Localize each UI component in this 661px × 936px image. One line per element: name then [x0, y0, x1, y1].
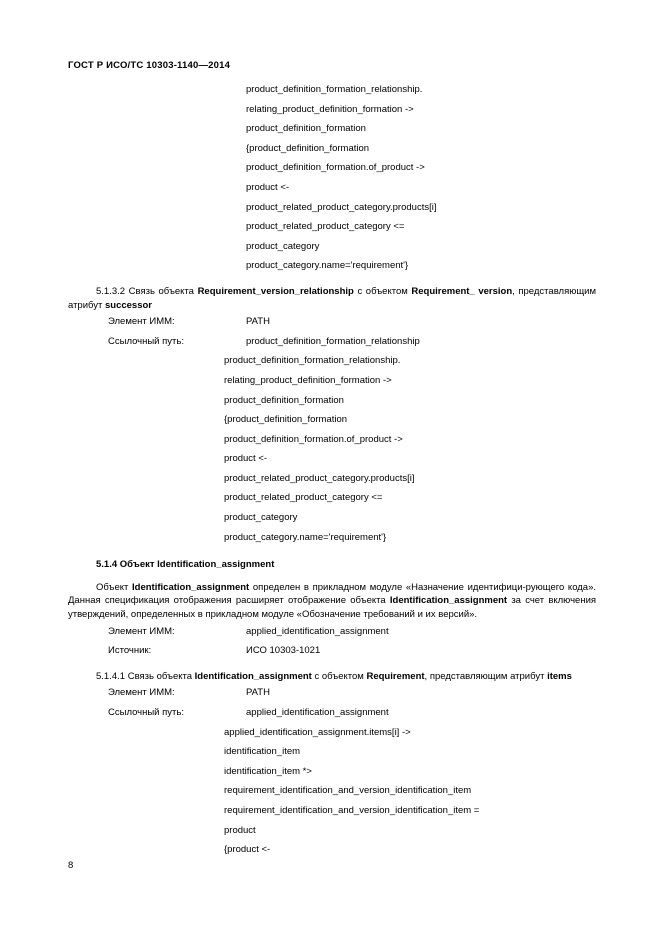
code-line: applied_identification_assignment.items[i] -> [224, 726, 411, 738]
section-5-1-4-heading [68, 558, 596, 572]
reference-path-value: applied_identification_assignment [246, 707, 389, 718]
section-text-after: , представляющим атрибут [68, 285, 596, 311]
section-attribute-name: items [547, 670, 572, 682]
code-line: product_category.name='requirement'} [246, 260, 409, 272]
code-line: product_definition_formation.of_product -> [224, 433, 403, 445]
page-header: ГОСТ Р ИСО/ТС 10303-1140—2014 [68, 60, 231, 71]
section-text-mid: с объектом [357, 285, 408, 297]
page-number: 8 [68, 860, 74, 871]
code-line: product_category.name='requirement'} [224, 531, 387, 543]
body-object-name-2: Identification_assignment [389, 595, 508, 607]
code-line: product_category [246, 240, 320, 252]
imm-element-label: Элемент ИММ: [108, 316, 175, 328]
imm-element-row-5141 [108, 683, 596, 703]
reference-path-label: Ссылочный путь: [108, 707, 184, 718]
code-line: product <- [246, 181, 290, 193]
page-content [68, 80, 596, 860]
code-line: product_definition_formation [246, 123, 366, 135]
section-object-name-2: Requirement_ version [411, 285, 513, 297]
code-block-5132 [68, 351, 596, 547]
body-object-name-1: Identification_assignment [132, 581, 250, 593]
code-line: product_related_product_category <= [246, 221, 405, 233]
code-line: {product_definition_formation [246, 142, 370, 154]
code-line: product_related_product_category.products[i] [224, 472, 415, 484]
code-block-continuation [68, 80, 596, 276]
code-line: product_related_product_category.products[i] [246, 201, 437, 213]
code-line: product <- [224, 453, 268, 465]
section-object-name-2: Requirement [366, 670, 425, 682]
code-line: product [224, 824, 256, 836]
source-label: Источник: [108, 645, 152, 657]
section-object-name-1: Requirement_version_relationship [197, 285, 354, 297]
source-value: ИСО 10303-1021 [246, 645, 321, 657]
code-line: requirement_identification_and_version_identification_item [224, 785, 472, 797]
section-number: 5.1.3.2 [96, 285, 126, 297]
reference-path-label: Ссылочный путь: [108, 335, 184, 347]
imm-element-value: PATH [246, 687, 270, 699]
imm-element-value: PATH [246, 316, 270, 328]
section-text: Связь объекта [127, 670, 193, 682]
code-line: relating_product_definition_formation -> [246, 103, 414, 115]
reference-path-row-5132 [108, 332, 596, 352]
code-line: {product <- [224, 844, 271, 856]
body-text-1: Объект [96, 581, 129, 593]
code-line: product_related_product_category <= [224, 492, 383, 504]
section-text-mid: с объектом [314, 670, 364, 682]
code-line: identification_item [224, 746, 301, 758]
code-line: {product_definition_formation [224, 414, 348, 426]
code-line: product_definition_formation_relationship. [224, 355, 401, 367]
code-line: product_definition_formation_relationship. [246, 84, 423, 95]
section-heading-text: Объект Identification_assignment [119, 559, 275, 571]
section-text-after: , представляющим атрибут [424, 670, 545, 682]
body-text-3: за счет включения утверждений, определенных в прикладном модуле «Обозначение требований и их версий». [68, 595, 597, 621]
imm-element-label: Элемент ИММ: [108, 687, 175, 699]
imm-element-row-514 [108, 622, 596, 642]
imm-element-row-5132 [108, 312, 596, 332]
code-line: product_category [224, 512, 298, 524]
reference-path-row-5141 [108, 703, 596, 723]
section-number: 5.1.4.1 [96, 670, 126, 682]
source-row-514 [108, 641, 596, 661]
code-line: product_definition_formation [224, 394, 344, 406]
section-5-1-4-1-paragraph [68, 670, 596, 684]
body-text-2: определен в прикладном модуле «Назначение идентифици-рующего кода». Данная спецификация отображения расширяет отображение объекта [68, 581, 597, 607]
code-line: product_definition_formation.of_product -> [246, 162, 425, 174]
section-attribute-name: successor [105, 299, 153, 311]
code-line: relating_product_definition_formation -> [224, 374, 392, 386]
section-object-name-1: Identification_assignment [194, 670, 312, 682]
section-text: Связь объекта [128, 285, 194, 297]
imm-element-label: Элемент ИММ: [108, 625, 175, 637]
imm-element-value: applied_identification_assignment [246, 625, 389, 637]
section-heading-number: 5.1.4 [96, 559, 118, 571]
section-5-1-4-body [68, 581, 596, 622]
code-line: identification_item *> [224, 765, 312, 777]
reference-path-value: product_definition_formation_relationship [246, 335, 420, 347]
code-line: requirement_identification_and_version_identification_item = [224, 804, 480, 816]
code-block-5141 [68, 723, 596, 860]
section-5-1-3-2-paragraph [68, 285, 596, 312]
